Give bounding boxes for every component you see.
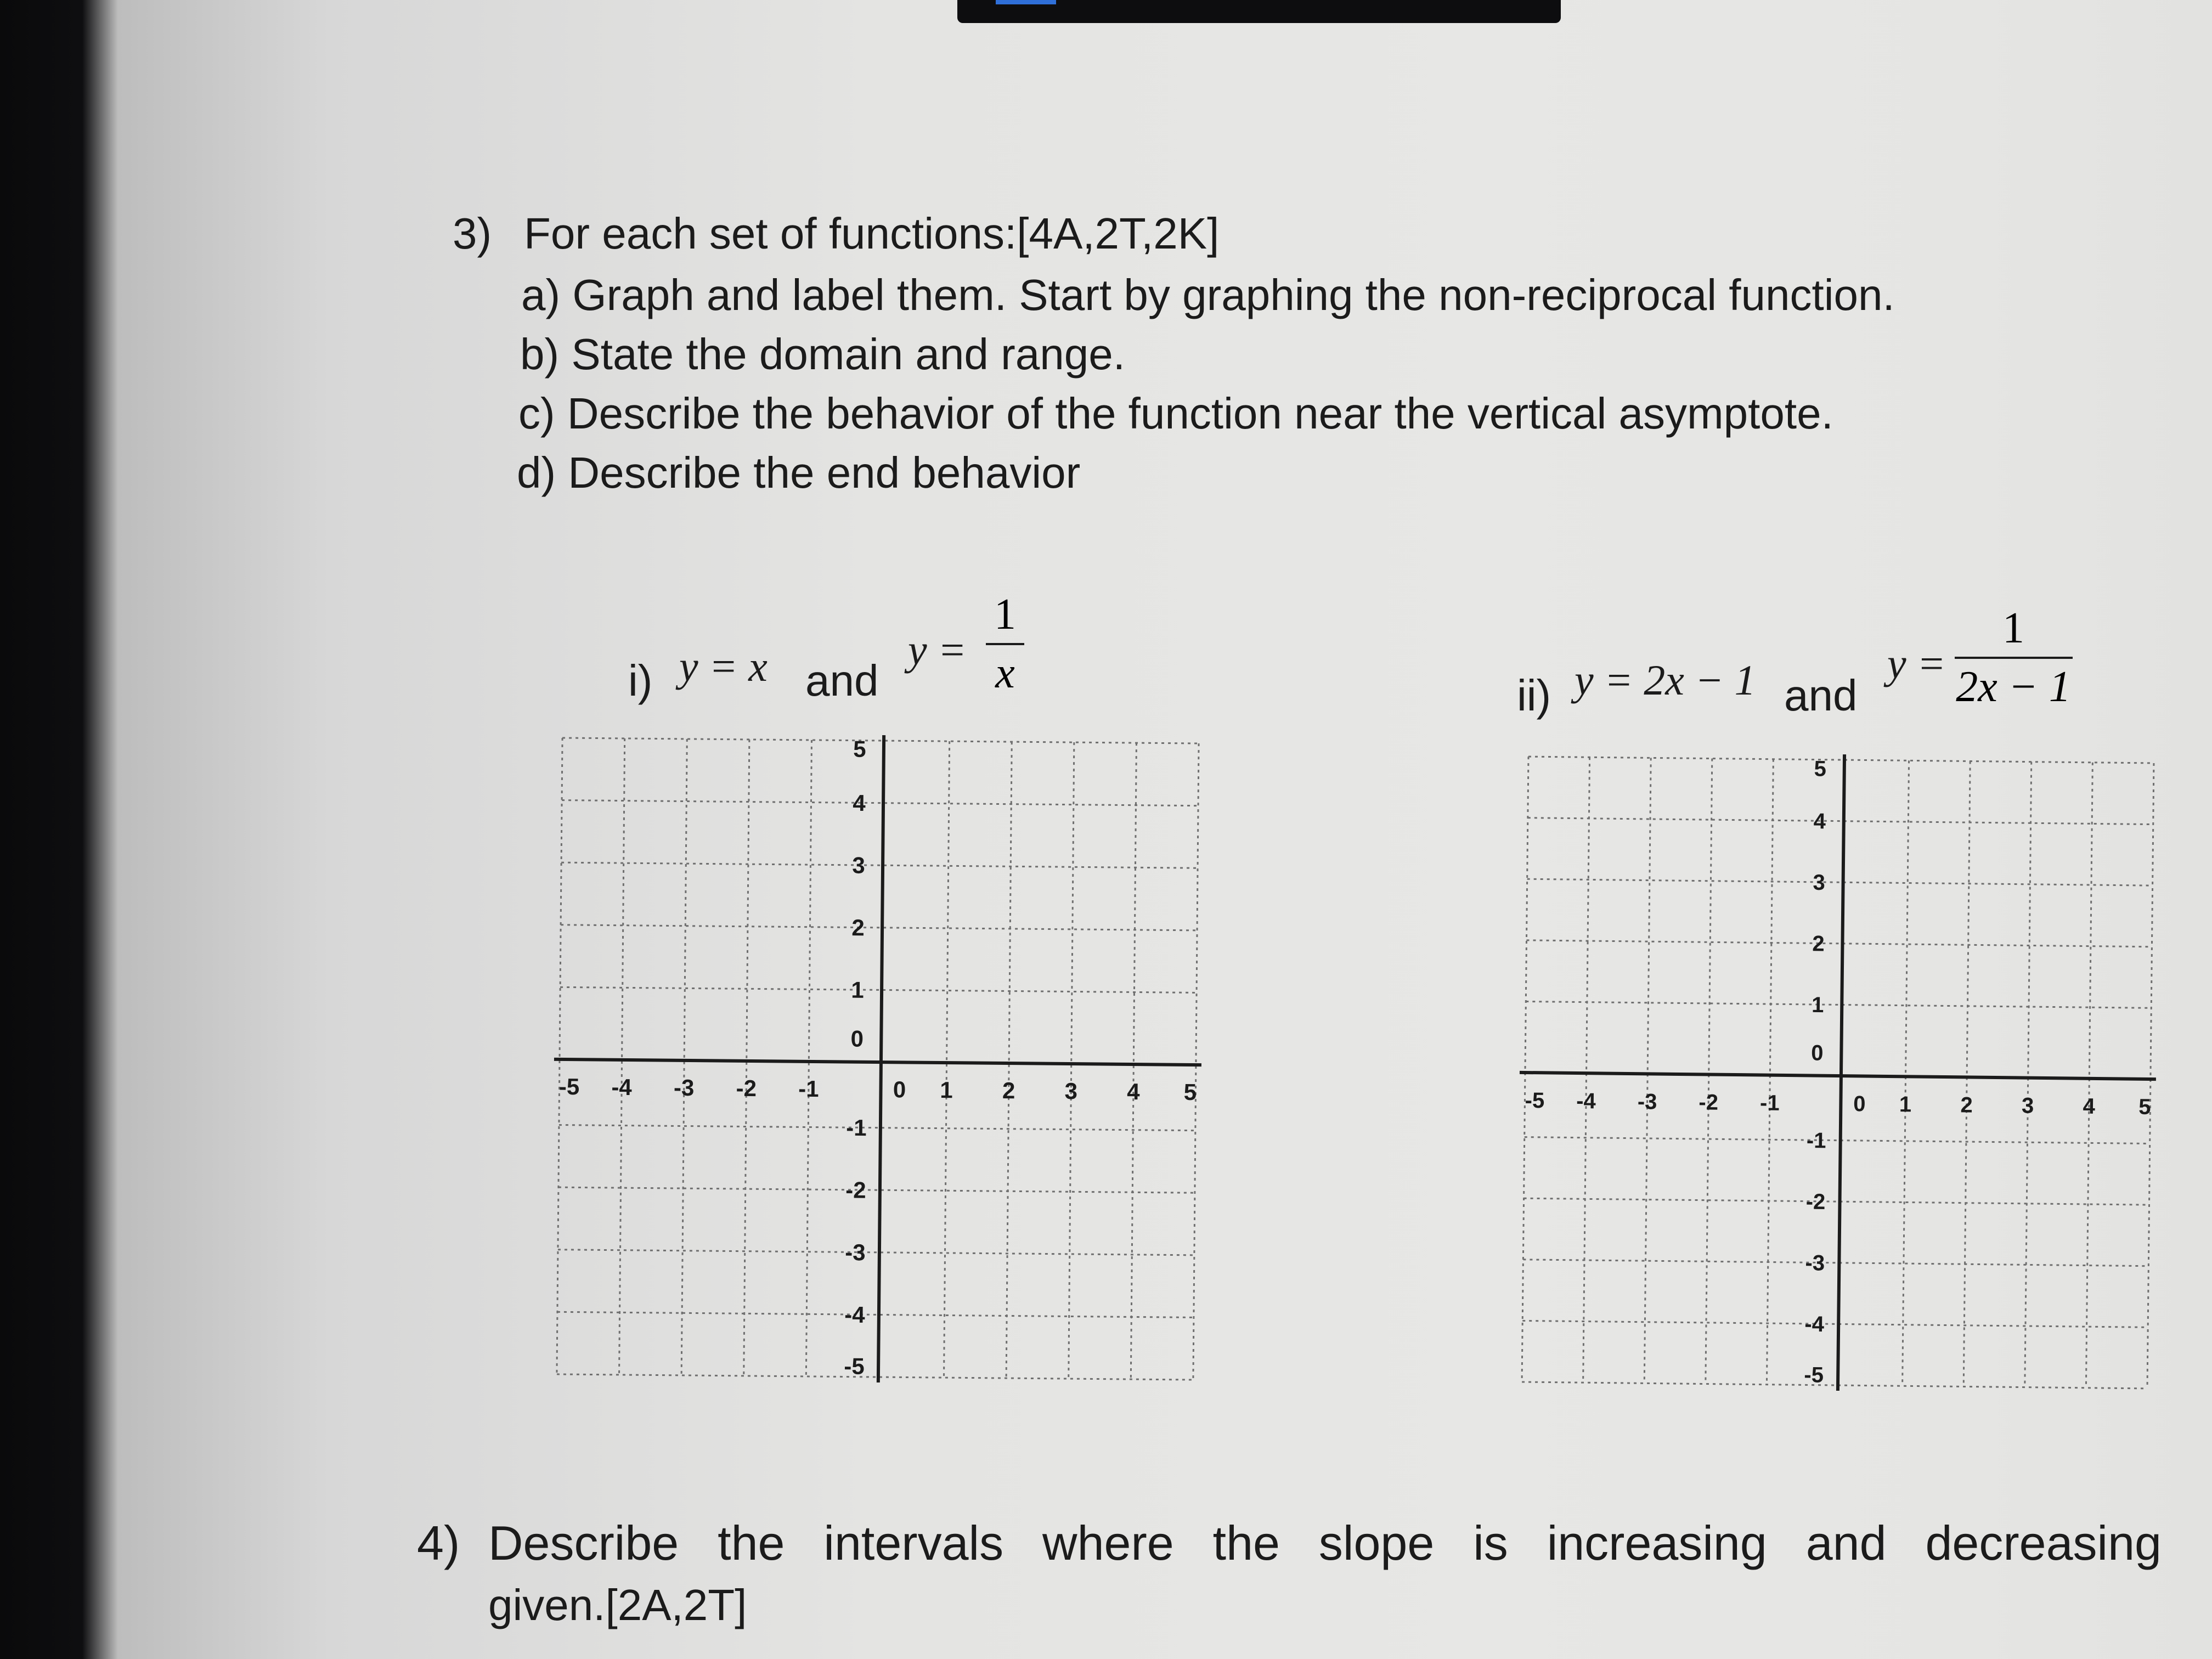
x-tick-label: -5	[558, 1073, 580, 1100]
y-tick-label: -4	[1804, 1312, 1825, 1337]
problem-ii-equation-1: y = 2x − 1	[1575, 656, 1756, 704]
x-tick-label: 0	[893, 1076, 906, 1103]
grid-line-horizontal	[1526, 940, 2152, 947]
problem-ii-eq2-lhs: y =	[1887, 640, 1946, 687]
grid-line-vertical	[2147, 763, 2154, 1389]
y-tick-label: 0	[1811, 1041, 1824, 1065]
y-tick-label: 5	[853, 736, 866, 762]
grid-line-horizontal	[560, 987, 1197, 992]
y-tick-label: 0	[850, 1025, 864, 1052]
problem-i-eq2-fraction	[978, 590, 1032, 698]
x-tick-label: 4	[1127, 1078, 1140, 1105]
y-tick-label: 4	[1813, 809, 1826, 834]
grid-line-horizontal	[1524, 1198, 2149, 1205]
problem-i-eq2-numerator: 1	[994, 590, 1016, 639]
problem-ii-eq2-numerator: 1	[2002, 604, 2024, 652]
grid-line-vertical	[1903, 760, 1909, 1386]
grid-line-vertical	[2025, 762, 2032, 1387]
question-4-line-1: Describe the intervals where the slope is increasing and decreasing	[488, 1516, 2162, 1570]
grid-line-vertical	[1963, 761, 1970, 1386]
grid-line-vertical	[1193, 743, 1199, 1380]
grid-line-vertical	[806, 740, 811, 1376]
x-tick-label: 1	[1899, 1092, 1912, 1117]
grid-line-vertical	[944, 741, 950, 1378]
y-tick-label: -1	[1806, 1128, 1826, 1153]
y-tick-label: 2	[1812, 932, 1825, 956]
y-tick-label: -5	[844, 1353, 865, 1379]
x-tick-label: 5	[2138, 1094, 2151, 1119]
grid-line-horizontal	[1528, 818, 2153, 825]
x-tick-label: 4	[2083, 1094, 2096, 1119]
y-tick-label: 3	[1813, 870, 1825, 895]
y-axis	[878, 735, 884, 1383]
question-3-part-a: a) Graph and label them. Start by graphing the non-reciprocal function.	[521, 270, 1895, 319]
x-tick-label: 3	[2021, 1093, 2034, 1118]
x-tick-label: -4	[1576, 1089, 1596, 1114]
grid-line-vertical	[1583, 757, 1590, 1383]
fraction-bar	[1955, 657, 2073, 659]
grid-line-horizontal	[1528, 757, 2154, 763]
problem-ii-and: and	[1784, 671, 1858, 720]
active-tab-indicator[interactable]	[996, 0, 1056, 4]
x-tick-label: -2	[736, 1075, 757, 1102]
x-tick-label: -2	[1699, 1090, 1719, 1115]
graph-grid-ii[interactable]	[1511, 746, 2165, 1400]
y-tick-label: -2	[1805, 1189, 1826, 1214]
grid-line-vertical	[744, 740, 749, 1376]
question-3-prompt: For each set of functions:[4A,2T,2K]	[524, 209, 1220, 258]
x-axis	[554, 1059, 1201, 1065]
x-tick-label: 3	[1064, 1077, 1078, 1104]
question-3-number: 3)	[453, 209, 492, 258]
x-tick-label: 0	[1853, 1092, 1866, 1116]
grid-line-vertical	[1006, 742, 1012, 1378]
grid-line-vertical	[1522, 757, 1528, 1382]
grid-line-vertical	[1767, 759, 1773, 1385]
x-tick-label: 2	[1960, 1093, 1973, 1118]
question-3-part-b: b) State the domain and range.	[520, 330, 1125, 379]
x-tick-label: -1	[1759, 1091, 1780, 1115]
problem-i-equation-1: y = x	[679, 642, 768, 690]
y-tick-label: 4	[853, 789, 866, 816]
graph-grid-i[interactable]	[546, 727, 1210, 1391]
grid-line-horizontal	[561, 862, 1198, 868]
grid-line-horizontal	[1525, 1137, 2150, 1144]
grid-line-vertical	[681, 739, 687, 1375]
grid-line-horizontal	[562, 800, 1198, 806]
grid-line-horizontal	[558, 1187, 1195, 1193]
y-tick-label: 2	[851, 915, 865, 941]
problem-i-numeral: i)	[628, 656, 653, 705]
grid-line-horizontal	[557, 1312, 1194, 1317]
y-tick-label: -3	[1805, 1251, 1825, 1276]
grid-line-horizontal	[559, 1125, 1195, 1131]
y-axis	[1838, 754, 1844, 1391]
grid-line-vertical	[1069, 742, 1074, 1379]
grid-line-horizontal	[1522, 1321, 2148, 1327]
grid-line-horizontal	[562, 738, 1199, 743]
grid-line-vertical	[1706, 759, 1712, 1384]
x-tick-label: -4	[611, 1074, 633, 1101]
y-tick-label: -2	[845, 1177, 866, 1203]
y-tick-label: 1	[851, 977, 864, 1003]
problem-i-and: and	[805, 656, 879, 705]
question-3-part-c: c) Describe the behavior of the function near the vertical asymptote.	[518, 389, 1833, 438]
question-4-line-2: given.[2A,2T]	[488, 1581, 747, 1629]
grid-line-horizontal	[1527, 879, 2153, 885]
x-tick-label: -5	[1525, 1088, 1545, 1113]
grid-line-vertical	[2086, 763, 2092, 1388]
grid-line-horizontal	[558, 1250, 1194, 1255]
problem-i-eq2-denominator: x	[995, 649, 1015, 697]
problem-ii-eq2-denominator: 2x − 1	[1956, 663, 2071, 711]
problem-i-eq2-lhs: y =	[908, 626, 967, 674]
y-tick-label: 5	[1814, 757, 1827, 781]
grid-line-vertical	[619, 738, 625, 1375]
y-tick-label: 1	[1811, 992, 1824, 1018]
y-tick-label: -1	[846, 1114, 867, 1141]
x-tick-label: -3	[673, 1074, 695, 1101]
x-tick-label: 5	[1183, 1079, 1197, 1105]
y-tick-label: -4	[844, 1301, 865, 1328]
grid-line-horizontal	[1526, 1001, 2151, 1008]
question-4-number: 4)	[417, 1516, 460, 1570]
problem-ii-numeral: ii)	[1517, 671, 1551, 720]
grid-line-vertical	[1644, 758, 1651, 1383]
x-tick-label: -3	[1637, 1090, 1657, 1114]
fraction-bar	[986, 643, 1024, 645]
x-axis	[1520, 1073, 2156, 1079]
grid-line-vertical	[1131, 743, 1136, 1379]
grid-line-horizontal	[1522, 1382, 2147, 1389]
x-tick-label: -1	[798, 1075, 819, 1102]
browser-top-bar	[957, 0, 1561, 23]
y-tick-label: -5	[1804, 1363, 1824, 1387]
x-tick-label: 2	[1002, 1077, 1015, 1104]
y-tick-label: 3	[852, 852, 865, 878]
grid-line-horizontal	[1523, 1260, 2148, 1266]
grid-line-vertical	[557, 738, 562, 1374]
problem-ii-eq2-fraction	[1953, 603, 2074, 712]
grid-line-horizontal	[561, 925, 1197, 930]
y-tick-label: -3	[845, 1239, 866, 1266]
question-3-part-d: d) Describe the end behavior	[517, 448, 1081, 497]
grid-line-horizontal	[557, 1374, 1193, 1380]
x-tick-label: 1	[940, 1076, 953, 1103]
